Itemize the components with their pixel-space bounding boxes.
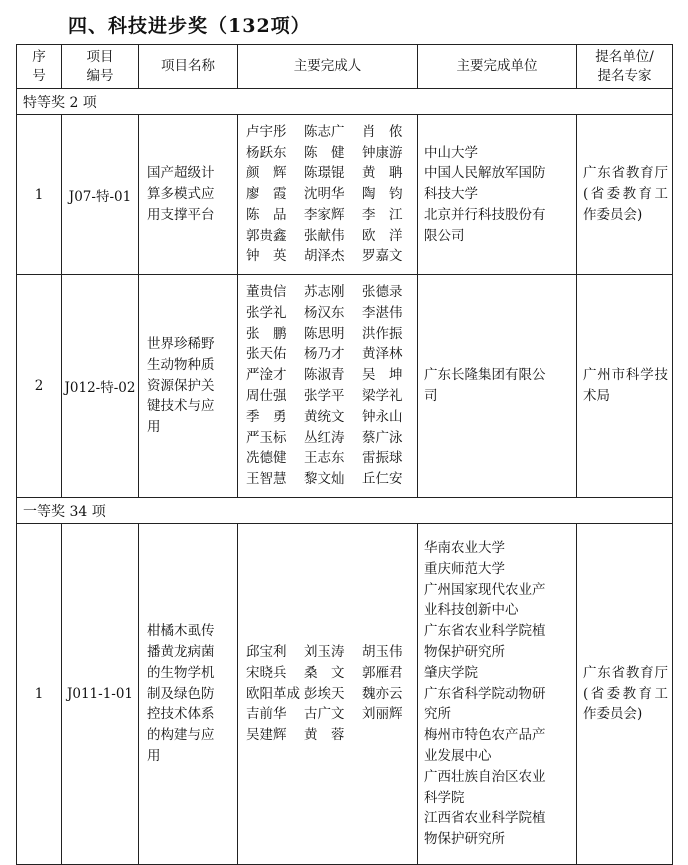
person-name: 严淦才 xyxy=(246,367,287,384)
person-name: 陈志广 xyxy=(304,123,345,140)
table-row xyxy=(17,524,673,865)
person-name xyxy=(362,725,412,746)
row-nominator: 广东省教育厅(省委教育工作委员会) xyxy=(577,524,673,865)
row-code: J012-特-02 xyxy=(62,275,139,498)
row-project-name: 柑橘木虱传播黄龙病菌的生物学机制及绿色防控技术体系的构建与应用 xyxy=(139,524,238,865)
person-name: 张学平 xyxy=(304,388,345,404)
person-name: 张献伟 xyxy=(304,227,345,244)
header-name: 项目名称 xyxy=(139,45,238,89)
person-name: 钟永山 xyxy=(362,408,403,425)
header-code: 项目 编号 xyxy=(62,45,139,89)
unit-line: 司 xyxy=(424,388,438,404)
unit-line: 中山大学 xyxy=(424,144,478,161)
unit-line: 业发展中心 xyxy=(424,747,492,764)
person-name: 洪作振 xyxy=(362,325,403,342)
person-name: 吉前华 xyxy=(246,706,287,723)
person-name: 张学礼 xyxy=(246,304,287,321)
unit-line: 梅州市特色农产品产 xyxy=(424,727,546,744)
row-code: J011-1-01 xyxy=(62,524,139,865)
row-units xyxy=(418,115,577,275)
unit-line: 广州国家现代农业产 xyxy=(424,581,546,598)
person-name: 陈淑青 xyxy=(304,367,345,384)
person-name: 刘玉涛 xyxy=(304,644,345,660)
row-seq: 1 xyxy=(17,524,62,865)
unit-line: 广东长隆集团有限公 xyxy=(424,367,546,384)
row-people xyxy=(238,115,418,275)
person-name: 董贵信 xyxy=(246,284,287,301)
section-title: 四、科技进步奖（132项） xyxy=(68,15,311,37)
person-name: 张天佑 xyxy=(246,346,287,363)
person-name: 颜 辉 xyxy=(246,165,287,182)
person-name: 欧阳革成 xyxy=(246,685,300,702)
section-label: 特等奖 2 项 xyxy=(17,89,673,115)
row-seq: 2 xyxy=(17,275,62,498)
person-name: 黄统文 xyxy=(304,408,345,425)
person-name: 黎文灿 xyxy=(304,471,345,488)
person-name: 桑 文 xyxy=(304,664,345,681)
unit-line: 广西壮族自治区农业 xyxy=(424,768,546,785)
person-name: 廖 霞 xyxy=(246,186,287,203)
person-name: 李湛伟 xyxy=(362,304,403,321)
person-name: 杨乃才 xyxy=(304,346,345,363)
table-row xyxy=(17,275,673,498)
section-label: 一等奖 34 项 xyxy=(17,498,673,524)
person-name: 雷振球 xyxy=(362,450,403,467)
person-name: 古广文 xyxy=(304,706,345,723)
unit-line: 广东省科学院动物研 xyxy=(424,685,546,702)
unit-line: 物保护研究所 xyxy=(424,831,505,848)
person-name: 宋晓兵 xyxy=(246,664,287,681)
person-name: 钟康游 xyxy=(362,144,403,161)
section-row-special xyxy=(17,89,673,115)
person-name: 苏志刚 xyxy=(304,284,345,301)
person-name: 胡玉伟 xyxy=(362,644,403,660)
person-name: 丘仁安 xyxy=(362,471,403,488)
section-row-first xyxy=(17,498,673,524)
unit-line: 中国人民解放军国防 xyxy=(424,165,546,182)
person-name: 邱宝利 xyxy=(246,644,287,660)
person-name: 陈思明 xyxy=(304,325,345,342)
person-name: 张 鹏 xyxy=(246,325,287,342)
person-name: 李家辉 xyxy=(304,206,345,223)
row-units xyxy=(418,524,577,865)
unit-line: 华南农业大学 xyxy=(424,540,505,557)
row-code: J07-特-01 xyxy=(62,115,139,275)
row-project-name: 国产超级计算多模式应用支撑平台 xyxy=(139,115,238,275)
person-name: 沈明华 xyxy=(304,186,345,203)
unit-line: 限公司 xyxy=(424,227,465,244)
person-name: 冼德健 xyxy=(246,450,287,467)
row-nominator: 广州市科学技术局 xyxy=(577,275,673,498)
person-name: 钟 英 xyxy=(246,248,287,265)
person-name: 黄 聃 xyxy=(362,165,403,182)
header-seq: 序 号 xyxy=(17,45,62,89)
person-name: 黄 蓉 xyxy=(304,727,345,744)
unit-line: 业科技创新中心 xyxy=(424,602,519,619)
person-name: 严玉标 xyxy=(246,429,287,446)
table-header-row xyxy=(17,45,673,89)
row-seq: 1 xyxy=(17,115,62,275)
row-people xyxy=(238,524,418,865)
row-project-name: 世界珍稀野生动物种质资源保护关键技术与应用 xyxy=(139,275,238,498)
person-name: 李 江 xyxy=(362,206,403,223)
person-name: 陈 品 xyxy=(246,206,287,223)
person-name: 王智慧 xyxy=(246,471,287,488)
person-name: 吴 坤 xyxy=(362,367,403,384)
person-name: 陈 健 xyxy=(304,144,345,161)
person-name: 肖 侬 xyxy=(362,123,403,140)
person-name: 郭贵鑫 xyxy=(246,227,287,244)
person-name: 张德录 xyxy=(362,284,403,301)
unit-line: 科技大学 xyxy=(424,186,478,203)
person-name: 卢宇彤 xyxy=(246,123,287,140)
person-name: 梁学礼 xyxy=(362,388,403,404)
person-name: 黄泽林 xyxy=(362,346,403,363)
header-units: 主要完成单位 xyxy=(418,45,577,89)
person-name: 蔡广泳 xyxy=(362,429,403,446)
person-name: 欧 洋 xyxy=(362,227,403,244)
unit-line: 广东省农业科学院植 xyxy=(424,623,546,640)
person-name: 魏亦云 xyxy=(362,685,403,702)
person-name: 郭雁君 xyxy=(362,664,403,681)
person-name: 彭埃天 xyxy=(304,685,345,702)
person-name: 罗嘉文 xyxy=(362,248,403,265)
unit-line: 江西省农业科学院植 xyxy=(424,810,546,827)
person-name: 丛红涛 xyxy=(304,429,345,446)
unit-line: 肇庆学院 xyxy=(424,664,478,681)
unit-line: 重庆师范大学 xyxy=(424,560,505,577)
person-name: 吴建辉 xyxy=(246,727,287,744)
row-units xyxy=(418,275,577,498)
person-name: 陈璟锟 xyxy=(304,165,345,182)
person-name: 周仕强 xyxy=(246,388,287,404)
unit-line: 物保护研究所 xyxy=(424,644,505,660)
table-row xyxy=(17,115,673,275)
person-name: 陶 钧 xyxy=(362,186,403,203)
person-name: 胡泽杰 xyxy=(304,248,345,265)
header-people: 主要完成人 xyxy=(238,45,418,89)
row-people xyxy=(238,275,418,498)
person-name: 杨汉东 xyxy=(304,304,345,321)
row-nominator: 广东省教育厅(省委教育工作委员会) xyxy=(577,115,673,275)
unit-line: 究所 xyxy=(424,706,451,723)
person-name: 刘丽辉 xyxy=(362,706,403,723)
person-name: 杨跃东 xyxy=(246,144,287,161)
header-nominator: 提名单位/ 提名专家 xyxy=(577,45,673,89)
unit-line: 北京并行科技股份有 xyxy=(424,206,546,223)
person-name: 季 勇 xyxy=(246,408,287,425)
person-name: 王志东 xyxy=(304,450,345,467)
unit-line: 科学院 xyxy=(424,789,465,806)
award-table xyxy=(16,44,673,865)
